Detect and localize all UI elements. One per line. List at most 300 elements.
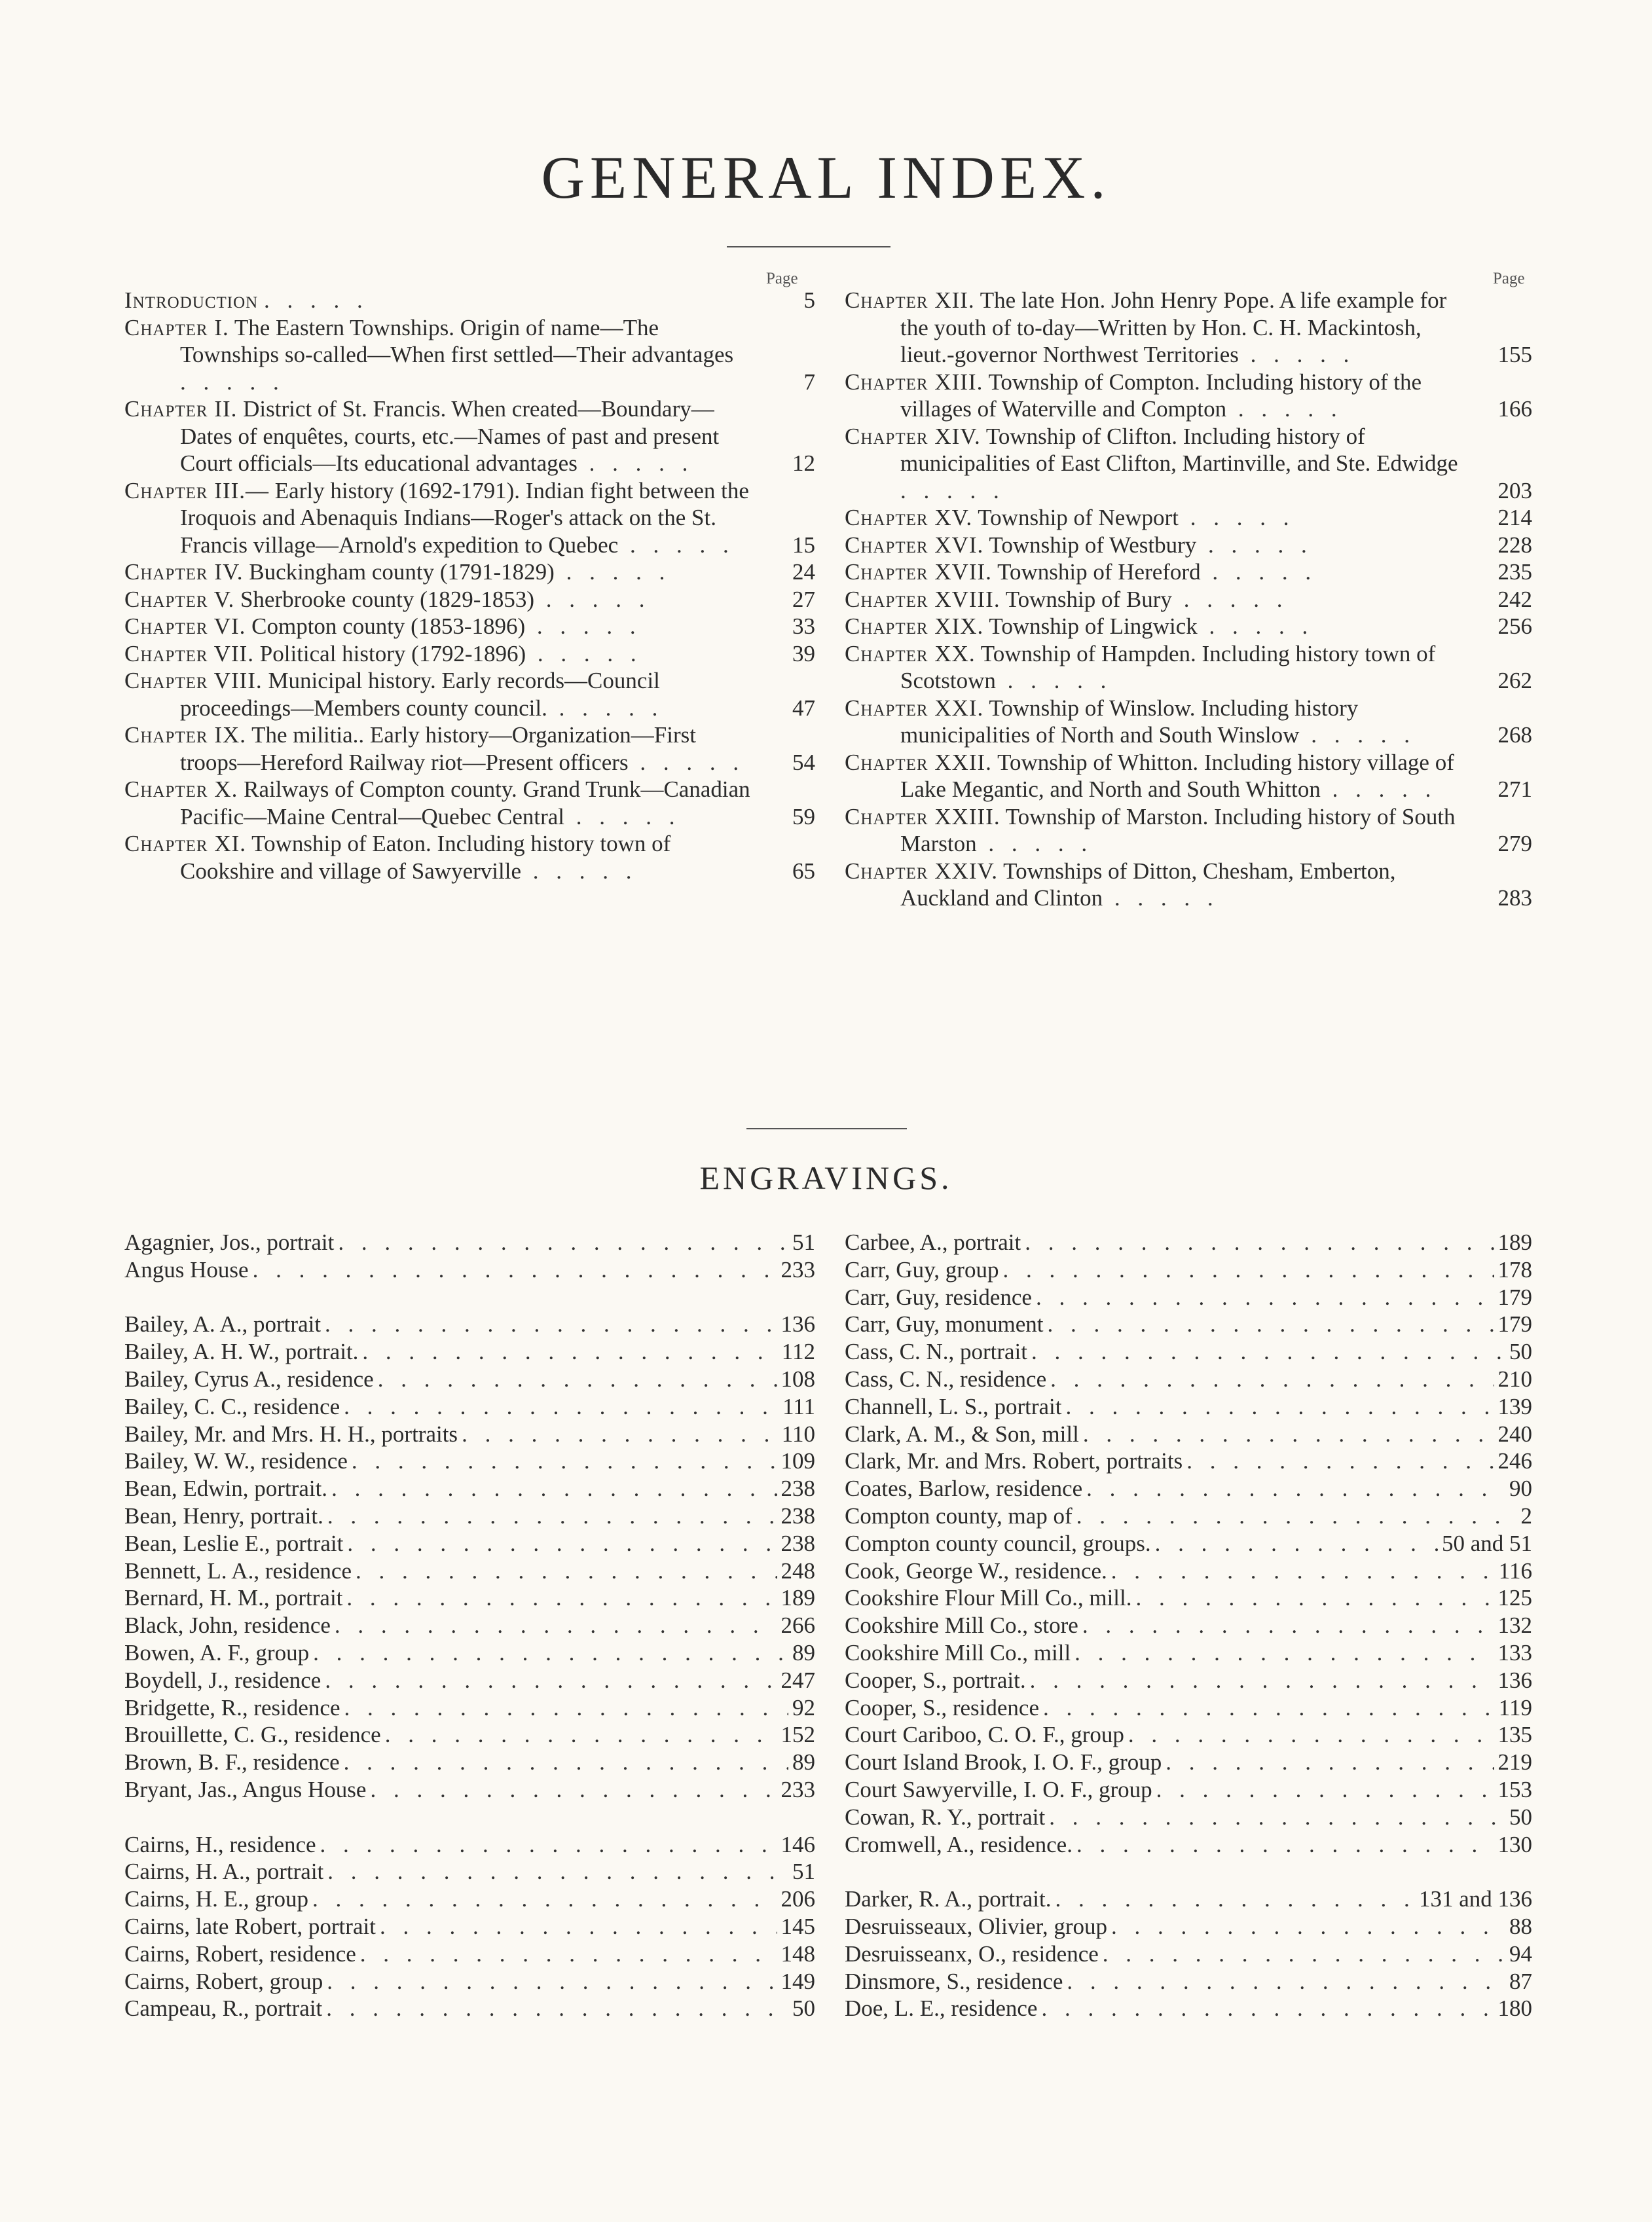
page-number: 152 — [780, 1722, 815, 1748]
contents-right-column — [845, 287, 1532, 912]
page-number: 179 — [1497, 1284, 1532, 1310]
engraving-entry — [124, 1995, 815, 2022]
engraving-name: Bailey, A. H. W., portrait. — [124, 1339, 359, 1365]
engravings-left-column — [124, 1229, 815, 2022]
engraving-name: Cass, C. N., portrait — [845, 1339, 1028, 1365]
page-number: 109 — [780, 1448, 815, 1474]
page-number: 89 — [792, 1639, 815, 1666]
page-number: 242 — [1497, 586, 1532, 612]
engraving-name: Cass, C. N., residence — [845, 1366, 1047, 1392]
chapter-description: Municipal history. Early records—Council proceedings—Members county council. — [180, 668, 660, 721]
engravings-right-column — [845, 1229, 1532, 2022]
chapter-label: Chapter III.— — [124, 477, 270, 503]
page-number: 50 — [792, 1995, 815, 2022]
dot-leader: . . . . . — [1171, 586, 1289, 612]
engraving-name: Desruisseanx, O., residence — [845, 1940, 1099, 1967]
page-number: 33 — [792, 613, 815, 639]
page-number: 268 — [1497, 722, 1532, 748]
chapter-description: Township of Winslow. Including history municipalities of North and South Winslow — [900, 695, 1359, 748]
dot-leader — [1078, 1612, 1494, 1639]
dot-leader: . . . . . — [180, 369, 285, 395]
page-number: 248 — [780, 1557, 815, 1584]
page-number: 132 — [1497, 1612, 1532, 1639]
engraving-name: Bean, Henry, portrait. — [124, 1503, 323, 1529]
dot-leader — [1162, 1749, 1494, 1776]
engraving-entry — [124, 1366, 815, 1393]
chapter-description: Township of Hampden. Including history town of Scotstown — [900, 640, 1436, 693]
dot-leader: . . . . . — [1226, 396, 1343, 422]
engraving-entry — [845, 1749, 1532, 1776]
chapter-label: Chapter XVIII. — [845, 586, 1000, 612]
page-number: 238 — [780, 1476, 815, 1502]
dot-leader — [1039, 1694, 1495, 1722]
page-number: 130 — [1497, 1831, 1532, 1857]
page-number: 145 — [780, 1913, 815, 1939]
dot-leader — [323, 1968, 777, 1995]
page-number: 2 — [1520, 1503, 1532, 1529]
contents-entry — [124, 395, 815, 477]
dot-leader — [1071, 1639, 1494, 1667]
engraving-name: Compton county, map of — [845, 1503, 1073, 1529]
dot-leader: . . . . . — [521, 858, 638, 884]
engraving-entry — [124, 1749, 815, 1776]
chapter-label: Chapter X. — [124, 776, 238, 802]
engraving-name: Bean, Edwin, portrait. — [124, 1476, 328, 1502]
engraving-name: Angus House — [124, 1256, 249, 1283]
dot-leader: . . . . . — [534, 586, 651, 612]
page-number: 210 — [1497, 1366, 1532, 1392]
page-number: 155 — [1497, 342, 1532, 367]
engraving-name: Bryant, Jas., Angus House — [124, 1776, 367, 1802]
dot-leader — [340, 1393, 779, 1421]
dot-leader — [1079, 1421, 1494, 1448]
page-number: 12 — [792, 450, 815, 476]
engraving-entry — [845, 1421, 1532, 1448]
engraving-name: Court Sawyerville, I. O. F., group — [845, 1776, 1152, 1802]
engraving-entry — [845, 1831, 1532, 1859]
chapter-label: Chapter XI. — [124, 831, 247, 856]
page-number: 51 — [792, 1859, 815, 1885]
page-number: 235 — [1497, 559, 1532, 585]
contents-entry — [845, 287, 1532, 369]
chapter-label: Chapter XXII. — [845, 749, 992, 775]
engraving-name: Brouillette, C. G., residence — [124, 1722, 381, 1748]
engraving-name: Bailey, W. W., residence — [124, 1448, 348, 1474]
engraving-name: Court Cariboo, C. O. F., group — [845, 1722, 1124, 1748]
engraving-name: Clark, A. M., & Son, mill — [845, 1421, 1079, 1447]
page-number: 7 — [803, 369, 815, 395]
engraving-name: Compton county council, groups. — [845, 1530, 1151, 1556]
page-number: 39 — [792, 640, 815, 666]
page-number: 189 — [780, 1585, 815, 1611]
engraving-name: Dinsmore, S., residence — [845, 1968, 1063, 1994]
chapter-description: Township of Hereford — [997, 559, 1201, 585]
engraving-name: Darker, R. A., portrait. — [845, 1886, 1052, 1912]
dot-leader — [322, 1995, 788, 2022]
page-number: 90 — [1509, 1476, 1532, 1502]
engraving-entry — [845, 1311, 1532, 1338]
contents-entry — [124, 314, 815, 396]
page-number: 136 — [780, 1311, 815, 1338]
page-number: 146 — [780, 1831, 815, 1857]
dot-leader — [342, 1584, 777, 1612]
dot-leader: . . . . . — [1200, 559, 1317, 585]
chapter-description: Compton county (1853-1896) — [251, 613, 526, 639]
page-column-header-right: Page — [1493, 270, 1525, 287]
chapter-description: The militia.. Early history—Organization—First troops—Hereford Railway riot—Present officers — [180, 722, 696, 775]
dot-leader — [381, 1721, 777, 1749]
contents-entry — [845, 369, 1532, 423]
dot-leader: . . . . . — [1320, 776, 1437, 802]
dot-leader: . . . . . — [976, 831, 1093, 856]
engraving-entry — [124, 1913, 815, 1940]
engraving-name: Carbee, A., portrait — [845, 1229, 1021, 1255]
chapter-label: Chapter IX. — [124, 722, 247, 748]
engraving-name: Coates, Barlow, residence — [845, 1476, 1083, 1502]
page-number: 246 — [1497, 1448, 1532, 1474]
contents-entry — [124, 830, 815, 884]
engraving-name: Black, John, residence — [124, 1612, 331, 1639]
page-number: 266 — [780, 1612, 815, 1639]
chapter-label: Chapter VII. — [124, 640, 255, 666]
engraving-name: Carr, Guy, group — [845, 1256, 999, 1283]
page-number: 47 — [792, 695, 815, 721]
dot-leader — [1183, 1448, 1494, 1475]
dot-leader — [321, 1311, 777, 1338]
page-number: 88 — [1509, 1913, 1532, 1939]
engraving-name: Court Island Brook, I. O. F., group — [845, 1749, 1162, 1776]
dot-leader: . . . . . — [1238, 342, 1355, 367]
contents-entry — [845, 504, 1532, 532]
engraving-entry — [845, 1284, 1532, 1311]
engraving-name: Bailey, A. A., portrait — [124, 1311, 321, 1338]
contents-entry — [845, 803, 1532, 858]
dot-leader — [1073, 1831, 1494, 1859]
chapter-label: Chapter XV. — [845, 505, 973, 530]
contents-entry — [845, 749, 1532, 803]
chapter-description: The Eastern Townships. Origin of name—The Townships so-called—When first settled—Their advantages — [180, 314, 734, 367]
dot-leader — [323, 1858, 788, 1885]
engraving-name: Cromwell, A., residence. — [845, 1831, 1073, 1857]
section-divider — [746, 1128, 907, 1129]
dot-leader — [1027, 1338, 1505, 1366]
dot-leader: . . . . . — [1299, 722, 1416, 748]
page-number: 228 — [1497, 532, 1532, 558]
contents-entry — [124, 640, 815, 668]
chapter-description: Township of Lingwick — [989, 613, 1198, 639]
engraving-name: Doe, L. E., residence — [845, 1995, 1038, 2022]
dot-leader: . . . . . — [1196, 532, 1313, 558]
engraving-entry — [845, 1721, 1532, 1749]
page-number: 139 — [1497, 1393, 1532, 1419]
engraving-entry — [124, 1557, 815, 1585]
chapter-description: Sherbrooke county (1829-1853) — [240, 586, 535, 612]
engraving-entry — [845, 1338, 1532, 1366]
page-number: 131 and 136 — [1418, 1886, 1532, 1912]
contents-entry — [845, 640, 1532, 695]
engraving-entry — [124, 1885, 815, 1913]
dot-leader — [1051, 1885, 1414, 1913]
dot-leader — [458, 1421, 778, 1448]
chapter-label: Chapter XVII. — [845, 559, 992, 585]
contents-entry — [124, 667, 815, 721]
chapter-description: Township of Compton. Including history of the villages of Waterville and Compton — [900, 369, 1422, 422]
dot-leader — [374, 1366, 777, 1393]
engraving-entry — [124, 1311, 815, 1338]
engraving-entry — [845, 1530, 1532, 1557]
contents-entry — [845, 423, 1532, 505]
dot-leader — [352, 1557, 777, 1585]
page-number: 153 — [1497, 1776, 1532, 1802]
chapter-label: Chapter XIII. — [845, 369, 983, 395]
engraving-entry — [845, 1229, 1532, 1256]
engraving-entry — [845, 1913, 1532, 1940]
page-number: 50 and 51 — [1441, 1530, 1532, 1556]
dot-leader — [1099, 1940, 1505, 1968]
page-number: 148 — [780, 1940, 815, 1967]
dot-leader — [1082, 1475, 1505, 1503]
page-number: 283 — [1497, 885, 1532, 911]
chapter-label: Chapter VIII. — [124, 668, 263, 693]
page-number: 247 — [780, 1667, 815, 1693]
dot-leader — [1061, 1393, 1494, 1421]
page-number: 214 — [1497, 505, 1532, 530]
page-number: 119 — [1498, 1694, 1532, 1721]
page-number: 179 — [1497, 1311, 1532, 1338]
engraving-name: Bernard, H. M., portrait — [124, 1585, 343, 1611]
engraving-name: Cairns, late Robert, portrait — [124, 1913, 376, 1939]
engraving-entry — [845, 1475, 1532, 1503]
engraving-entry — [845, 1503, 1532, 1530]
chapter-description: Township of Newport — [978, 505, 1179, 530]
page-number: 87 — [1509, 1968, 1532, 1994]
chapter-label: Chapter XVI. — [845, 532, 984, 558]
engraving-name: Boydell, J., residence — [124, 1667, 321, 1693]
spacer — [124, 1284, 815, 1311]
dot-leader — [1107, 1913, 1505, 1940]
dot-leader: . . . . . — [618, 532, 735, 558]
dot-leader — [376, 1913, 777, 1940]
chapter-description: Early history (1692-1791). Indian fight between the Iroquois and Abenaquis Indians—Roger's attack on the St. Francis village—Arnold's expedition to Quebec — [180, 477, 749, 558]
dot-leader — [331, 1612, 777, 1639]
engraving-entry — [845, 1612, 1532, 1639]
page-number: 59 — [792, 803, 815, 829]
engraving-entry — [124, 1639, 815, 1667]
page-number: 206 — [780, 1886, 815, 1912]
dot-leader — [1124, 1721, 1494, 1749]
engraving-name: Bridgette, R., residence — [124, 1694, 340, 1721]
engraving-entry — [124, 1721, 815, 1749]
engraving-name: Cairns, H. A., portrait — [124, 1859, 324, 1885]
dot-leader — [1152, 1776, 1494, 1804]
page-number: 5 — [803, 287, 815, 313]
dot-leader — [316, 1831, 777, 1859]
engraving-entry — [124, 1256, 815, 1284]
page-number: 180 — [1497, 1995, 1532, 2022]
dot-leader — [340, 1694, 788, 1722]
engraving-name: Cooper, S., residence — [845, 1694, 1039, 1721]
contents-entry — [845, 695, 1532, 749]
engraving-name: Carr, Guy, residence — [845, 1284, 1032, 1310]
page-number: 110 — [781, 1421, 815, 1447]
engraving-entry — [845, 1366, 1532, 1393]
dot-leader — [358, 1338, 777, 1366]
dot-leader — [309, 1639, 788, 1667]
chapter-label: Chapter XIX. — [845, 613, 984, 639]
engraving-name: Clark, Mr. and Mrs. Robert, portraits — [845, 1448, 1183, 1474]
dot-leader: . . . . . — [900, 477, 1005, 503]
engraving-name: Cowan, R. Y., portrait — [845, 1804, 1046, 1830]
page-number: 89 — [792, 1749, 815, 1776]
engraving-entry — [124, 1612, 815, 1639]
chapter-description: Township of Bury — [1005, 586, 1172, 612]
engraving-entry — [845, 1584, 1532, 1612]
chapter-label: Chapter XXIV. — [845, 858, 999, 884]
contents-entry — [845, 558, 1532, 586]
page-number: 112 — [781, 1339, 815, 1365]
engraving-entry — [124, 1667, 815, 1694]
engraving-name: Bowen, A. F., group — [124, 1639, 310, 1666]
page-column-header-left: Page — [766, 270, 798, 287]
contents-entry — [124, 613, 815, 640]
engraving-name: Bean, Leslie E., portrait — [124, 1530, 344, 1556]
dot-leader — [348, 1448, 777, 1475]
dot-leader: . . . . . — [995, 668, 1112, 693]
chapter-label: Chapter VI. — [124, 613, 246, 639]
page-number: 189 — [1497, 1229, 1532, 1255]
chapter-description: The late Hon. John Henry Pope. A life example for the youth of to-day—Written by Hon. C. H. Mackintosh, lieut.-governor Northwest Territories — [900, 287, 1447, 367]
page-number: 50 — [1509, 1339, 1532, 1365]
page-number: 51 — [792, 1229, 815, 1255]
contents-entry — [845, 586, 1532, 613]
engraving-name: Channell, L. S., portrait — [845, 1393, 1062, 1419]
dot-leader — [321, 1667, 777, 1694]
chapter-label: Chapter XII. — [845, 287, 975, 313]
engraving-entry — [124, 1338, 815, 1366]
page-number: 108 — [780, 1366, 815, 1392]
contents-entry — [845, 613, 1532, 640]
engraving-entry — [845, 1393, 1532, 1421]
dot-leader — [1021, 1229, 1494, 1256]
dot-leader — [343, 1530, 777, 1557]
engraving-entry — [845, 1940, 1532, 1968]
dot-leader — [340, 1749, 788, 1776]
page-number: 136 — [1497, 1667, 1532, 1693]
chapter-description: Township of Whitton. Including history village of Lake Megantic, and North and South Whitton — [900, 749, 1454, 802]
contents-entry — [845, 858, 1532, 912]
engraving-name: Campeau, R., portrait — [124, 1995, 323, 2022]
chapter-label: Chapter XXIII. — [845, 803, 1000, 829]
spacer — [124, 1804, 815, 1831]
engraving-entry — [124, 1393, 815, 1421]
engraving-name: Cookshire Mill Co., mill — [845, 1639, 1071, 1666]
page-number: 135 — [1497, 1722, 1532, 1748]
chapter-description: Township of Clifton. Including history of municipalities of East Clifton, Martinville, and Ste. Edwidge — [900, 423, 1458, 476]
engraving-name: Cookshire Flour Mill Co., mill. — [845, 1585, 1132, 1611]
page-number: 111 — [782, 1393, 815, 1419]
engraving-name: Bailey, Cyrus A., residence — [124, 1366, 374, 1392]
chapter-description: Township of Eaton. Including history town of Cookshire and village of Sawyerville — [180, 831, 671, 884]
contents-entry — [124, 477, 815, 559]
dot-leader — [323, 1503, 777, 1530]
engraving-name: Cairns, H. E., group — [124, 1886, 308, 1912]
engraving-entry — [124, 1503, 815, 1530]
engraving-name: Desruisseaux, Olivier, group — [845, 1913, 1108, 1939]
engraving-name: Cairns, Robert, group — [124, 1968, 323, 1994]
page-number: 238 — [780, 1503, 815, 1529]
dot-leader: . . . . . — [526, 640, 642, 666]
dot-leader — [1151, 1530, 1438, 1557]
dot-leader: . . . . . — [1197, 613, 1314, 639]
engraving-name: Cooper, S., portrait. — [845, 1667, 1026, 1693]
engraving-name: Cairns, H., residence — [124, 1831, 316, 1857]
engraving-entry — [124, 1776, 815, 1804]
dot-leader: . . . . . — [628, 749, 745, 775]
contents-entry — [124, 287, 815, 314]
chapter-description: Townships of Ditton, Chesham, Emberton, Auckland and Clinton — [900, 858, 1396, 911]
page-number: 262 — [1497, 668, 1532, 693]
page-number: 240 — [1497, 1421, 1532, 1447]
page-number: 125 — [1497, 1585, 1532, 1611]
engraving-name: Cook, George W., residence. — [845, 1557, 1107, 1584]
page-title: GENERAL INDEX. — [541, 144, 1111, 211]
dot-leader — [1073, 1503, 1517, 1530]
dot-leader: . . . . . — [547, 695, 664, 721]
engraving-name: Bailey, C. C., residence — [124, 1393, 340, 1419]
engraving-entry — [845, 1968, 1532, 1995]
dot-leader — [1032, 1284, 1494, 1311]
dot-leader — [999, 1256, 1494, 1284]
contents-entry — [124, 586, 815, 613]
page-number: 166 — [1497, 396, 1532, 422]
dot-leader — [1063, 1968, 1505, 1995]
engraving-entry — [845, 1667, 1532, 1694]
engraving-entry — [124, 1858, 815, 1885]
dot-leader — [356, 1940, 777, 1968]
page-number: 24 — [792, 559, 815, 585]
page-number: 256 — [1497, 613, 1532, 639]
chapter-description: Political history (1792-1896) — [259, 640, 526, 666]
chapter-label: Chapter XIV. — [845, 423, 981, 449]
dot-leader — [366, 1776, 777, 1804]
engraving-name: Carr, Guy, monument — [845, 1311, 1044, 1338]
page-number: 271 — [1497, 776, 1532, 802]
page-number: 233 — [780, 1776, 815, 1802]
chapter-description: Township of Westbury — [989, 532, 1197, 558]
dot-leader: . . . . . — [525, 613, 642, 639]
engraving-entry — [124, 1831, 815, 1859]
engraving-entry — [124, 1940, 815, 1968]
engraving-name: Cookshire Mill Co., store — [845, 1612, 1078, 1639]
page-number: 65 — [792, 858, 815, 884]
engraving-entry — [124, 1694, 815, 1722]
page-number: 54 — [792, 749, 815, 775]
dot-leader: . . . . . — [1103, 885, 1219, 911]
dot-leader — [1045, 1804, 1505, 1831]
engraving-entry — [124, 1448, 815, 1475]
chapter-description: Railways of Compton county. Grand Trunk—Canadian Pacific—Maine Central—Quebec Central — [180, 776, 750, 829]
page-number: 15 — [792, 532, 815, 558]
dot-leader — [1037, 1995, 1494, 2022]
contents-entry — [845, 532, 1532, 559]
engraving-entry — [845, 1995, 1532, 2022]
dot-leader — [1132, 1584, 1494, 1612]
engraving-entry — [124, 1475, 815, 1503]
dot-leader — [334, 1229, 788, 1256]
dot-leader — [1044, 1311, 1494, 1338]
engraving-entry — [124, 1421, 815, 1448]
dot-leader — [308, 1885, 777, 1913]
